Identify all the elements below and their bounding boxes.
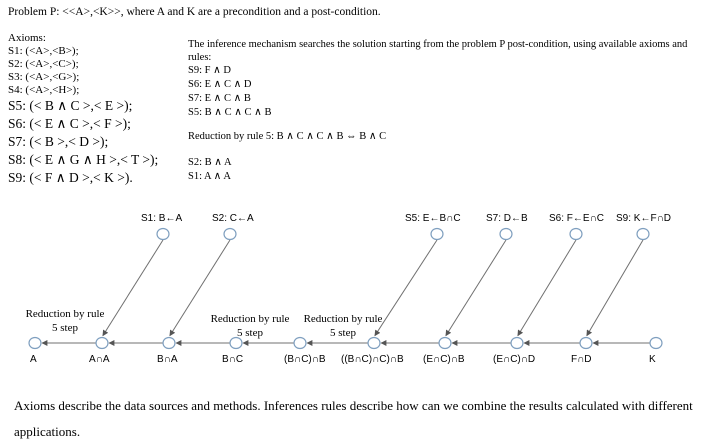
node-label-k: K [649,354,656,365]
axiom-label-s9: S9: K←F∩D [616,213,671,224]
node-label-ec-and-b: (E∩C)∩B [423,354,465,365]
node-s1 [157,229,169,240]
reduction-label [20,307,110,335]
inference-description: The inference mechanism searches the solution starting from the problem P post-condition, using available axioms and rules: [188,39,688,63]
inference-step: S5: B ∧ C ∧ C ∧ B [188,107,272,118]
node-b-and-a [163,338,175,349]
node-label-bc-and-b: (B∩C)∩B [284,354,326,365]
axioms-list [8,32,158,187]
node-s2 [224,229,236,240]
reduction-label-line2: 5 step [52,322,78,334]
reduction-label-line2: 5 step [237,327,263,339]
node-label-b-and-c: B∩C [222,354,244,365]
axiom-s9: S9: (< F ∧ D >,< K >). [8,170,133,185]
reduction-statement: Reduction by rule 5: B ∧ C ∧ C ∧ B ⇔ B ∧ C [188,131,387,142]
node-k [650,338,662,349]
node-label-f-and-d: F∩D [571,354,592,365]
inference-block [188,38,708,184]
reduction-label-line1: Reduction by rule [25,308,105,320]
inference-step: S2: B ∧ A [188,157,232,168]
axiom-label-s6: S6: F←E∩C [549,213,604,224]
reduction-label-line2: 5 step [330,327,356,339]
node-s6 [570,229,582,240]
axiom-edge-arrow [587,240,643,336]
axiom-s2: S2: (<A>,<C>); [8,58,79,70]
node-s5 [431,229,443,240]
axiom-s3: S3: (<A>,<G>); [8,71,80,83]
node-ec-and-b [439,338,451,349]
node-ec-and-d [511,338,523,349]
graph-canvas [0,200,708,375]
node-label-a: A [30,354,37,365]
node-s7 [500,229,512,240]
inference-step: S6: E ∧ C ∧ D [188,79,252,90]
axiom-s8: S8: (< E ∧ G ∧ H >,< T >); [8,152,159,167]
problem-statement: Problem P: <<A>,<K>>, where A and K are a precondition and a post-condition. [8,6,381,18]
node-s9 [637,229,649,240]
axiom-s1: S1: (<A>,<B>); [8,45,79,57]
node-label-bcc-and-b: ((B∩C)∩C)∩B [341,354,404,365]
axiom-label-s1: S1: B←A [141,213,183,224]
node-label-a-and-a: A∩A [89,354,110,365]
reduction-label [205,312,295,340]
node-label-ec-and-d: (E∩C)∩D [493,354,536,365]
axiom-s4: S4: (<A>,<H>); [8,84,80,96]
inference-step: S9: F ∧ D [188,65,231,76]
axiom-s7: S7: (< B >,< D >); [8,134,109,149]
axiom-s6: S6: (< E ∧ C >,< F >); [8,116,131,131]
reduction-label-line1: Reduction by rule [303,313,383,325]
axiom-edge-arrow [103,240,163,336]
inference-step: S7: E ∧ C ∧ B [188,93,251,104]
axiom-label-s7: S7: D←B [486,213,528,224]
inference-graph [0,200,708,375]
node-a [29,338,41,349]
inference-step: S1: A ∧ A [188,171,231,182]
axiom-label-s2: S2: C←A [212,213,254,224]
axiom-edge-arrow [518,240,576,336]
node-f-and-d [580,338,592,349]
reduction-label-line1: Reduction by rule [210,313,290,325]
axiom-s5: S5: (< B ∧ C >,< E >); [8,98,133,113]
axiom-label-s5: S5: E←B∩C [405,213,461,224]
node-label-b-and-a: B∩A [157,354,178,365]
reduction-label [298,312,388,340]
caption: Axioms describe the data sources and methods. Inferences rules describe how can we combine the results calculated with different applications. [14,398,693,439]
axioms-title: Axioms: [8,32,46,44]
node-a-and-a [96,338,108,349]
axiom-edge-arrow [446,240,506,336]
